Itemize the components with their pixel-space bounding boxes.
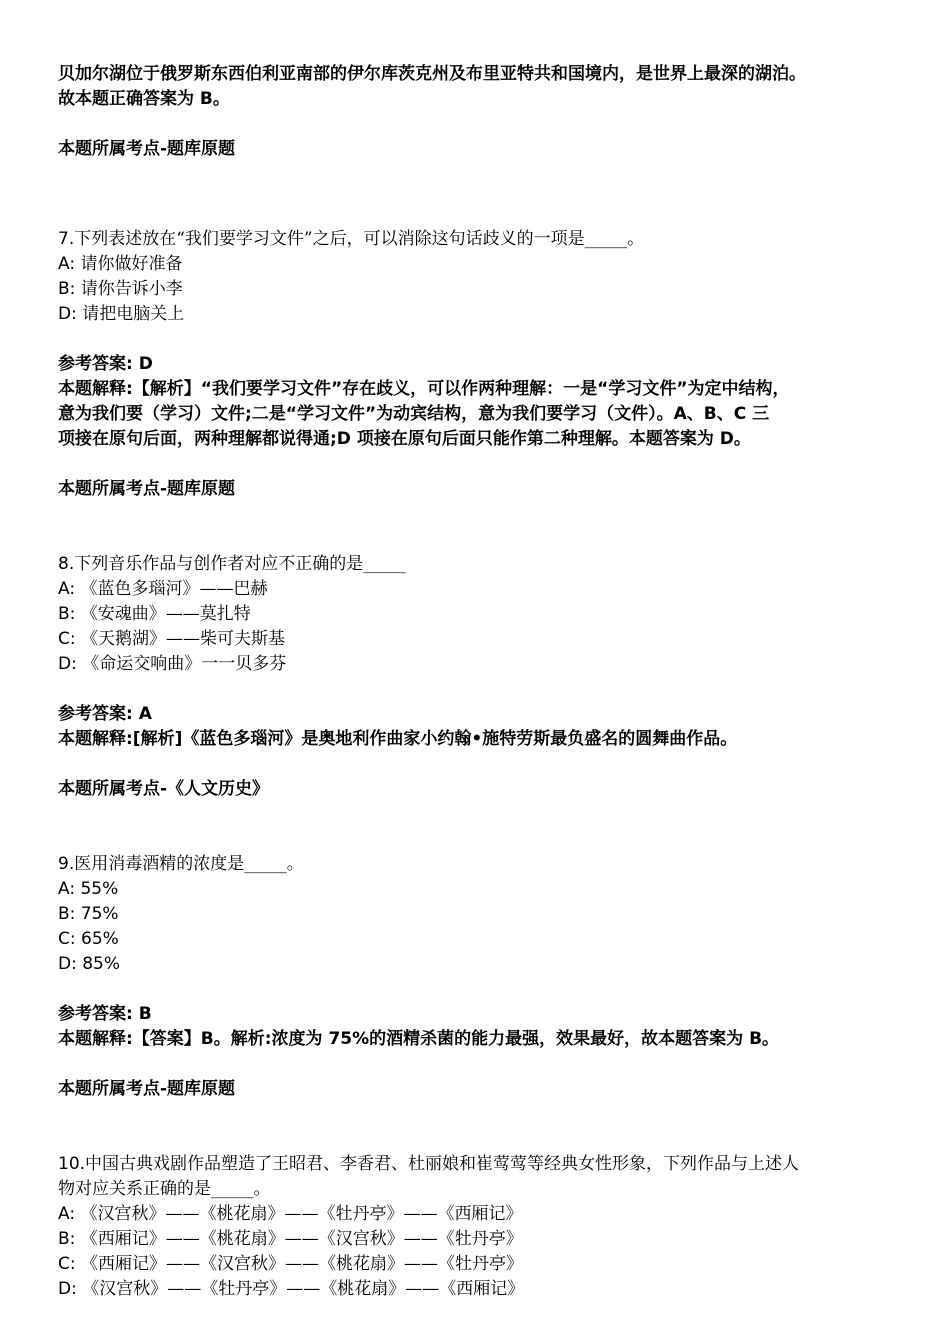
question-9-explanation-line-1: 本题解释:【答案】B。解析:浓度为 75%的酒精杀菌的能力最强，效果最好，故本题答案为 B。 [58, 1029, 780, 1049]
option-letter: C: [58, 1254, 82, 1274]
option-letter: D: [58, 1279, 83, 1299]
question-8-option-a [58, 577, 898, 602]
question-8-explanation-line-1: 本题解释:[解析]《蓝色多瑙河》是奥地利作曲家小约翰•施特劳斯最负盛名的圆舞曲作品。 [58, 729, 738, 749]
question-8-knowledge-point: 本题所属考点-《人文历史》 [58, 779, 270, 799]
question-8-option-c [58, 627, 898, 652]
option-text: 《西厢记》——《桃花扇》——《汉宫秋》——《牡丹亭》 [80, 1229, 523, 1249]
question-10-option-b [58, 1227, 898, 1252]
question-8-number: 8. [58, 554, 75, 574]
option-letter: A: [58, 879, 81, 899]
option-text: 请把电脑关上 [82, 304, 185, 324]
question-8 [58, 552, 898, 802]
question-7-option-d [58, 302, 898, 327]
question-8-option-b [58, 602, 898, 627]
question-10-text-1: 中国古典戏剧作品塑造了王昭君、李香君、杜丽娘和崔莺莺等经典女性形象，下列作品与上述人 [85, 1154, 800, 1174]
question-9-option-a [58, 877, 898, 902]
question-7-text: 下列表述放在“我们要学习文件”之后，可以消除这句话歧义的一项是_____。 [74, 229, 645, 249]
option-text: 《汉宫秋》——《牡丹亭》——《桃花扇》——《西厢记》 [82, 1279, 525, 1299]
question-9-option-d [58, 952, 898, 977]
option-letter: D: [58, 304, 83, 324]
option-letter: A: [58, 1204, 81, 1224]
question-9-stem [58, 852, 898, 877]
question-9-answer: 参考答案: B [58, 1004, 152, 1024]
question-7-option-b [58, 277, 898, 302]
option-text: 75% [80, 904, 119, 924]
question-7-explanation-line-1: 本题解释:【解析】“我们要学习文件”存在歧义，可以作两种理解：一是“学习文件”为定中结构， [58, 379, 790, 399]
intro-knowledge-point: 本题所属考点-题库原题 [58, 139, 236, 159]
question-7-explanation-line-3: 项接在原句后面，两种理解都说得通;D 项接在原句后面只能作第二种理解。本题答案为 D。 [58, 429, 751, 449]
question-7-explanation-line-2: 意为我们要（学习）文件;二是“学习文件”为动宾结构，意为我们要学习（文件）。A、B、C 三 [58, 404, 770, 424]
option-text: 《蓝色多瑙河》——巴赫 [80, 579, 268, 599]
question-9-option-c [58, 927, 898, 952]
option-text: 55% [80, 879, 119, 899]
intro-block [58, 62, 898, 162]
question-9-option-b [58, 902, 898, 927]
question-7-option-a [58, 252, 898, 277]
option-letter: B: [58, 904, 81, 924]
option-letter: B: [58, 279, 81, 299]
option-text: 《命运交响曲》一一贝多芬 [82, 654, 287, 674]
option-letter: B: [58, 604, 81, 624]
option-letter: D: [58, 654, 83, 674]
question-10-stem-line-1 [58, 1152, 898, 1177]
option-letter: C: [58, 929, 82, 949]
option-text: 《天鹅湖》——柴可夫斯基 [81, 629, 286, 649]
question-10-option-c [58, 1252, 898, 1277]
question-7 [58, 227, 898, 502]
intro-explanation-line-2: 故本题正确答案为 B。 [58, 89, 230, 109]
option-letter: A: [58, 579, 81, 599]
option-text: 《安魂曲》——莫扎特 [80, 604, 251, 624]
question-9 [58, 852, 898, 1102]
option-letter: B: [58, 1229, 81, 1249]
option-text: 65% [81, 929, 119, 949]
question-9-number: 9. [58, 854, 75, 874]
question-9-text: 医用消毒酒精的浓度是_____。 [74, 854, 304, 874]
option-letter: A: [58, 254, 81, 274]
question-8-stem [58, 552, 898, 577]
option-text: 请你做好准备 [80, 254, 183, 274]
question-8-answer: 参考答案: A [58, 704, 152, 724]
question-7-knowledge-point: 本题所属考点-题库原题 [58, 479, 236, 499]
question-10-stem-line-2: 物对应关系正确的是_____。 [58, 1179, 271, 1199]
document-page [58, 62, 898, 1302]
option-text: 85% [82, 954, 121, 974]
question-10-option-d [58, 1277, 898, 1302]
question-7-stem [58, 227, 898, 252]
question-9-knowledge-point: 本题所属考点-题库原题 [58, 1079, 236, 1099]
option-text: 《西厢记》——《汉宫秋》——《桃花扇》——《牡丹亭》 [81, 1254, 524, 1274]
question-7-number: 7. [58, 229, 75, 249]
question-10-number: 10. [58, 1154, 86, 1174]
intro-explanation-line-1: 贝加尔湖位于俄罗斯东西伯利亚南部的伊尔库茨克州及布里亚特共和国境内，是世界上最深的湖泊。 [58, 64, 806, 84]
option-text: 请你告诉小李 [80, 279, 183, 299]
option-letter: C: [58, 629, 82, 649]
question-10-option-a [58, 1202, 898, 1227]
question-8-text: 下列音乐作品与创作者对应不正确的是_____ [74, 554, 406, 574]
option-text: 《汉宫秋》——《桃花扇》——《牡丹亭》——《西厢记》 [80, 1204, 523, 1224]
option-letter: D: [58, 954, 83, 974]
question-8-option-d [58, 652, 898, 677]
question-10 [58, 1152, 898, 1302]
question-7-answer: 参考答案: D [58, 354, 153, 374]
